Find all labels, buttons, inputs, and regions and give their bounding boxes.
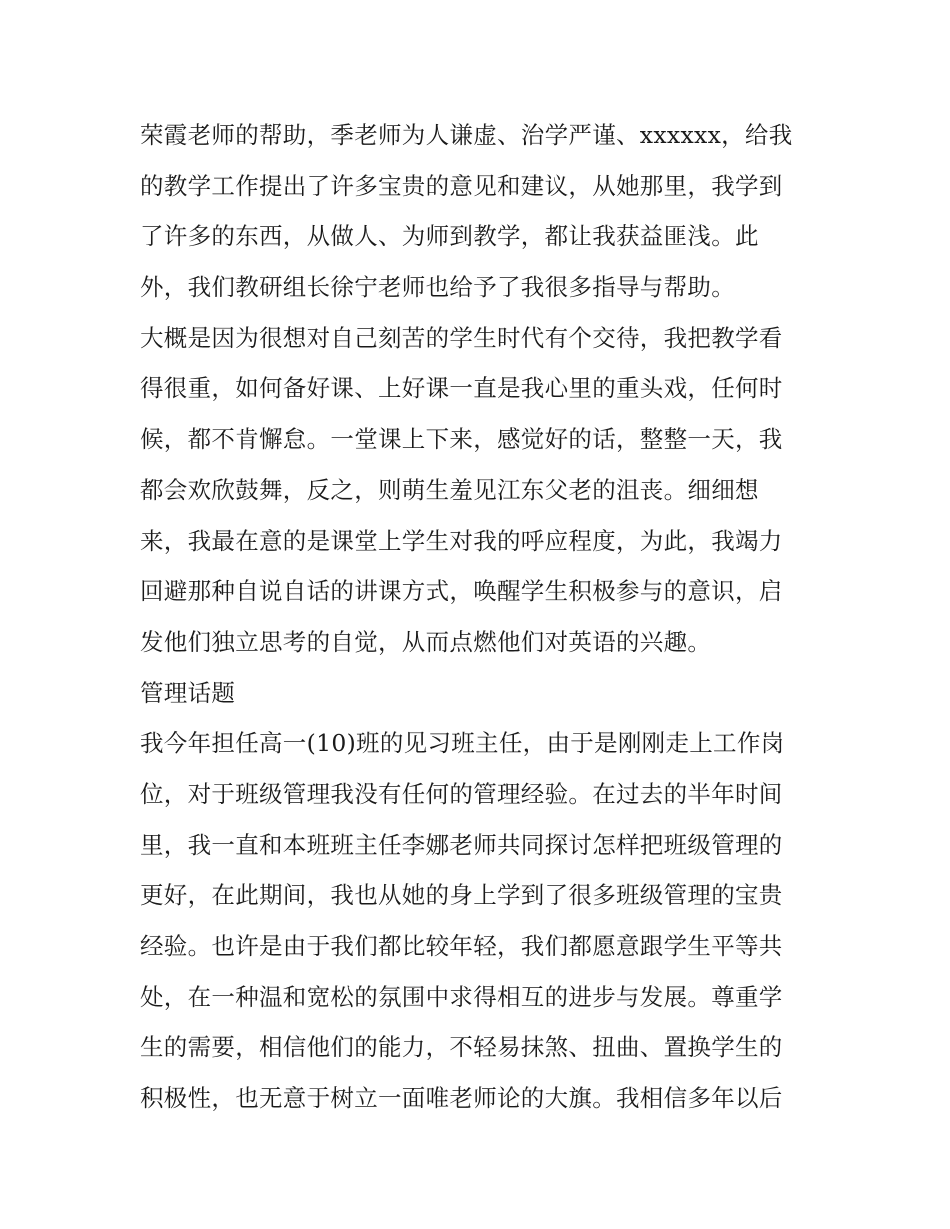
text-line: 的教学工作提出了许多宝贵的意见和建议，从她那里，我学到 [140, 171, 783, 200]
text-line: 都会欢欣鼓舞，反之，则萌生羞见江东父老的沮丧。细细想 [140, 475, 759, 504]
text-line: 回避那种自说自话的讲课方式，唤醒学生积极参与的意识，启 [140, 577, 783, 606]
text-line: 更好，在此期间，我也从她的身上学到了很多班级管理的宝贵 [140, 881, 783, 910]
text-line: 外，我们教研组长徐宁老师也给予了我很多指导与帮助。 [140, 273, 735, 302]
text-line: 候，都不肯懈怠。一堂课上下来，感觉好的话，整整一天，我 [140, 425, 783, 454]
text-line: 荣霞老师的帮助，季老师为人谦虚、治学严谨、xxxxxx，给我 [140, 121, 793, 149]
text-line: 大概是因为很想对自己刻苦的学生时代有个交待，我把教学看 [140, 323, 783, 352]
text-line: 了许多的东西，从做人、为师到教学，都让我获益匪浅。此 [140, 222, 759, 251]
text-line: 我今年担任高一(10)班的见习班主任，由于是刚刚走上工作岗 [140, 729, 785, 758]
text-line: 位，对于班级管理我没有任何的管理经验。在过去的半年时间 [140, 779, 783, 808]
text-line: 里，我一直和本班班主任李娜老师共同探讨怎样把班级管理的 [140, 830, 783, 859]
text-line: 积极性，也无意于树立一面唯老师论的大旗。我相信多年以后 [140, 1084, 783, 1113]
section-heading: 管理话题 [140, 678, 236, 707]
text-line: 得很重，如何备好课、上好课一直是我心里的重头戏，任何时 [140, 374, 783, 403]
text-line: 处，在一种温和宽松的氛围中求得相互的进步与发展。尊重学 [140, 982, 783, 1011]
text-line: 来，我最在意的是课堂上学生对我的呼应程度，为此，我竭力 [140, 526, 783, 555]
document-body [140, 110, 812, 1124]
text-line: 生的需要，相信他们的能力，不轻易抹煞、扭曲、置换学生的 [140, 1033, 783, 1062]
text-line: 发他们独立思考的自觉，从而点燃他们对英语的兴趣。 [140, 627, 712, 656]
text-line: 经验。也许是由于我们都比较年轻，我们都愿意跟学生平等共 [140, 932, 783, 960]
